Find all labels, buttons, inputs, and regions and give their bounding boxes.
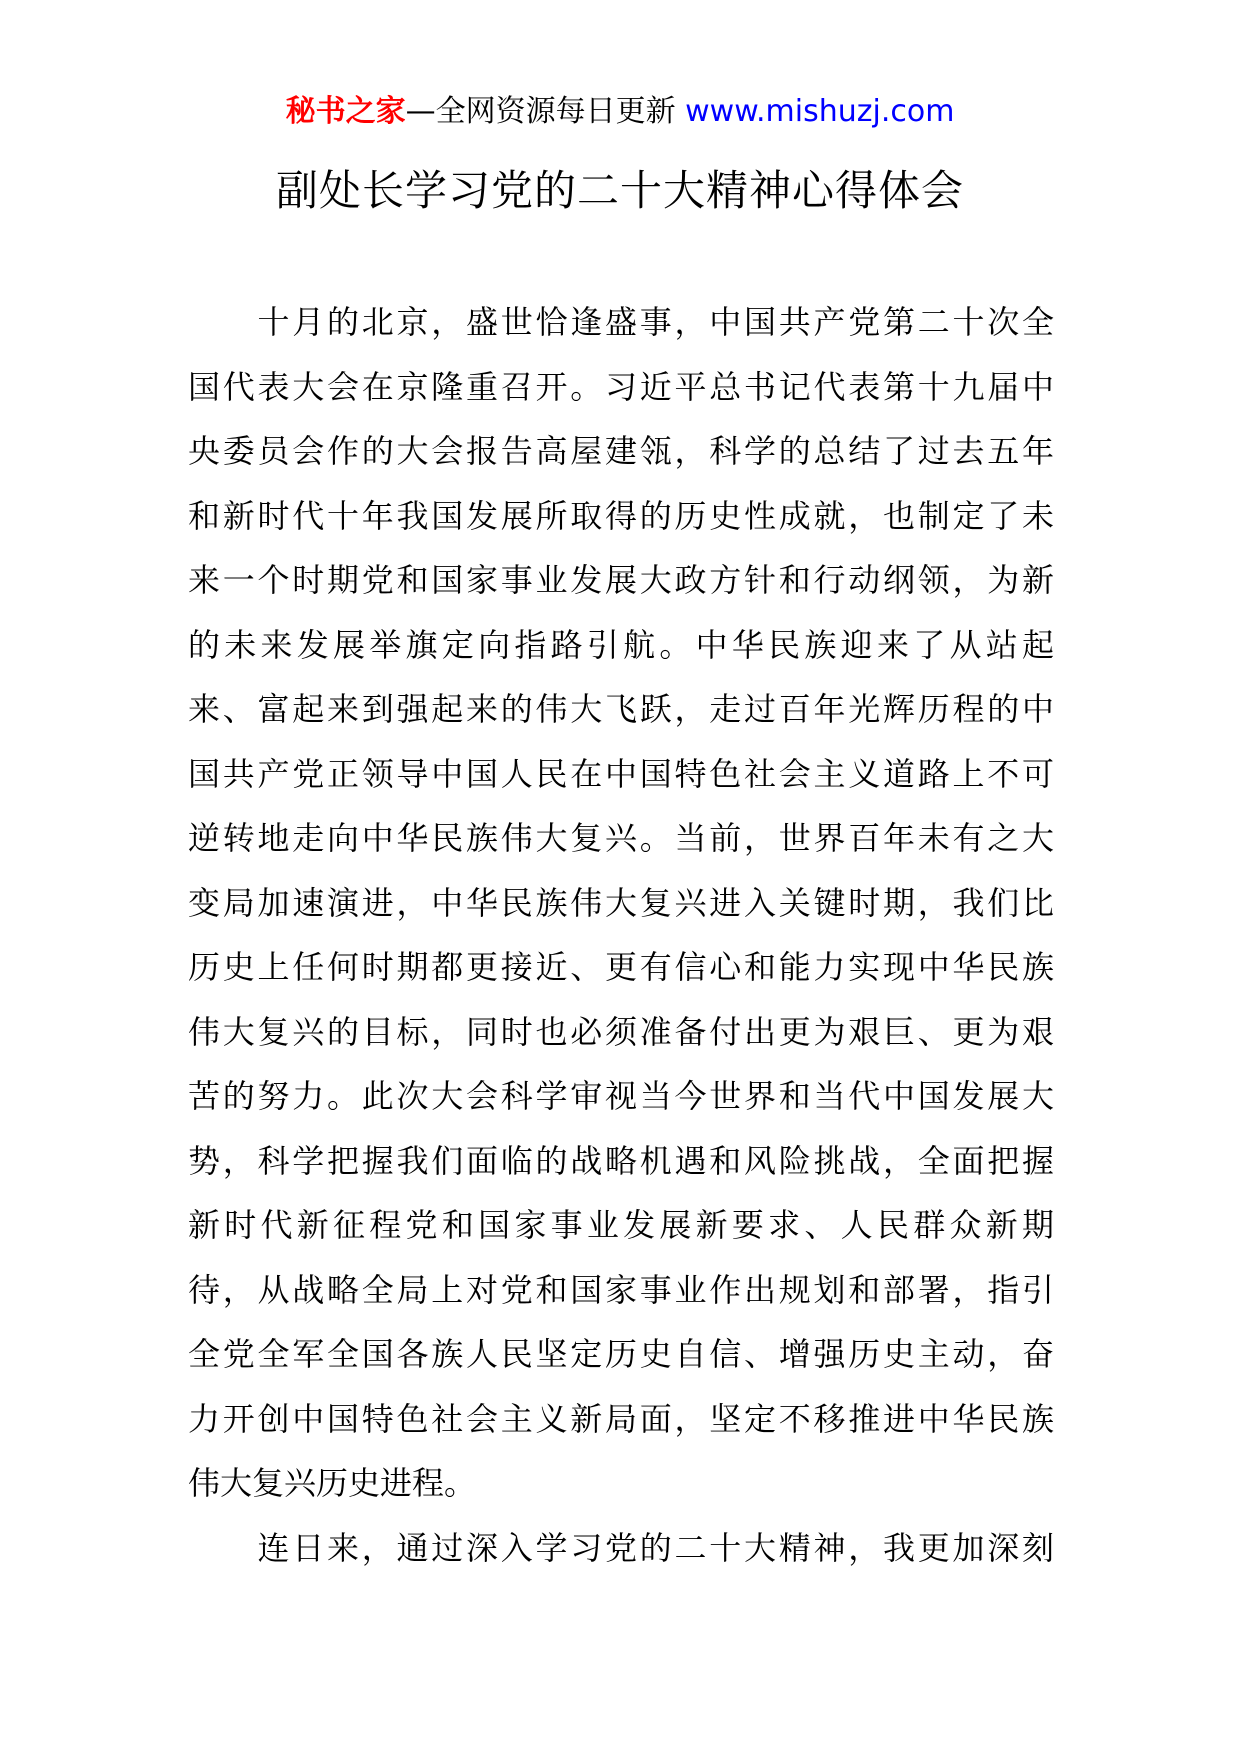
- document-title: 副处长学习党的二十大精神心得体会: [275, 166, 964, 215]
- text-line: 连日来，通过深入学习党的二十大精神，我更加深刻: [188, 1528, 1054, 1567]
- text-line: 的未来发展举旗定向指路引航。中华民族迎来了从站起: [188, 625, 1054, 664]
- site-url-link[interactable]: www.mishuzj.com: [685, 94, 955, 129]
- paragraph-1: [188, 290, 1054, 1516]
- text-line: 待，从战略全局上对党和国家事业作出规划和部署，指引: [188, 1270, 1054, 1309]
- text-line: 和新时代十年我国发展所取得的历史性成就，也制定了未: [188, 496, 1054, 535]
- text-line: 历史上任何时期都更接近、更有信心和能力实现中华民族: [188, 948, 1054, 986]
- text-line: 力开创中国特色社会主义新局面，坚定不移推进中华民族: [188, 1399, 1054, 1438]
- text-line: 央委员会作的大会报告高屋建瓴，科学的总结了过去五年: [188, 432, 1054, 470]
- text-line: 国代表大会在京隆重召开。习近平总书记代表第十九届中: [188, 367, 1054, 406]
- site-brand: 秘书之家: [285, 94, 406, 129]
- text-line: 来一个时期党和国家事业发展大政方针和行动纲领，为新: [188, 561, 1054, 599]
- text-line: 全党全军全国各族人民坚定历史自信、增强历史主动，奋: [188, 1335, 1054, 1373]
- text-line: 来、富起来到强起来的伟大飞跃，走过百年光辉历程的中: [188, 690, 1054, 728]
- text-line: 势，科学把握我们面临的战略机遇和风险挑战，全面把握: [188, 1141, 1054, 1180]
- document-body: [188, 290, 1054, 1580]
- text-line: 伟大复兴历史进程。: [188, 1464, 477, 1502]
- text-line: 国共产党正领导中国人民在中国特色社会主义道路上不可: [188, 754, 1054, 793]
- site-tagline: —全网资源每日更新: [405, 94, 686, 129]
- text-line: 变局加速演进，中华民族伟大复兴进入关键时期，我们比: [188, 883, 1054, 922]
- text-line: 新时代新征程党和国家事业发展新要求、人民群众新期: [188, 1206, 1054, 1244]
- text-line: 苦的努力。此次大会科学审视当今世界和当代中国发展大: [188, 1077, 1054, 1115]
- paragraph-2: [188, 1516, 1054, 1581]
- site-header: [0, 92, 1240, 132]
- text-line: 逆转地走向中华民族伟大复兴。当前，世界百年未有之大: [188, 819, 1054, 857]
- text-line: 伟大复兴的目标，同时也必须准备付出更为艰巨、更为艰: [188, 1012, 1054, 1051]
- text-line: 十月的北京，盛世恰逢盛事，中国共产党第二十次全: [188, 303, 1054, 341]
